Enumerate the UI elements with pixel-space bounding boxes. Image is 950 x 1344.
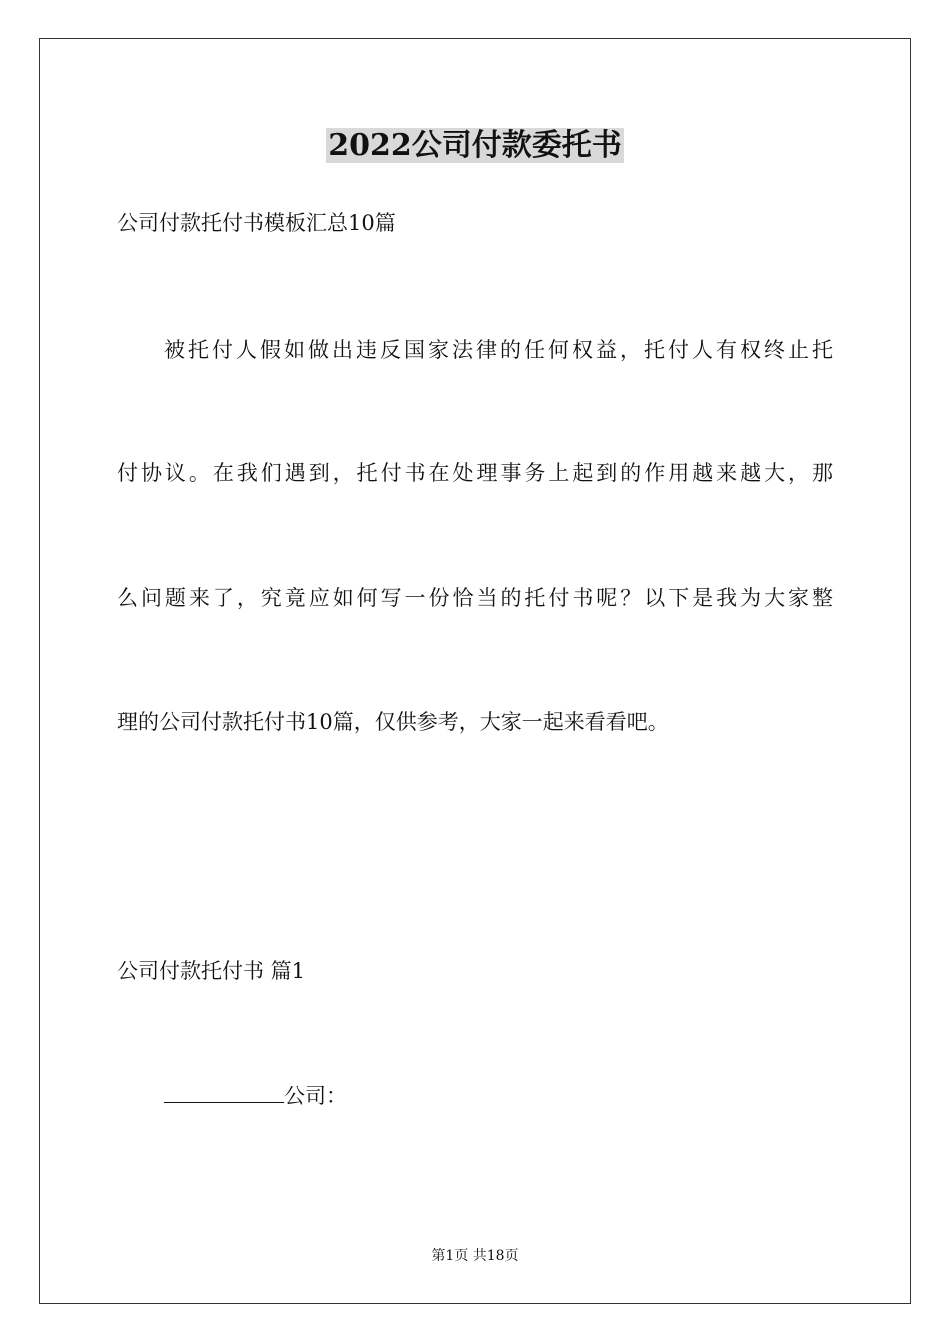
addressee-suffix: 公司： xyxy=(284,1084,347,1108)
paragraph-line-3: 么问题来了，究竟应如何写一份恰当的托付书呢？以下是我为大家整 xyxy=(117,586,833,610)
document-title xyxy=(0,126,950,166)
page-number-footer: 第1页 共18页 xyxy=(431,1248,519,1264)
section-heading: 公司付款托付书 篇1 xyxy=(117,959,306,983)
paragraph-line-4: 理的公司付款托付书10篇，仅供参考，大家一起来看看吧。 xyxy=(117,710,669,734)
document-subtitle: 公司付款托付书模板汇总10篇 xyxy=(117,211,396,235)
company-name-blank xyxy=(164,1081,284,1103)
paragraph-line-1: 被托付人假如做出违反国家法律的任何权益，托付人有权终止托 xyxy=(164,338,833,362)
addressee-line xyxy=(164,1081,833,1111)
paragraph-line-2: 付协议。在我们遇到，托付书在处理事务上起到的作用越来越大，那 xyxy=(117,461,833,485)
document-title-text: 2022公司付款委托书 xyxy=(328,128,622,163)
